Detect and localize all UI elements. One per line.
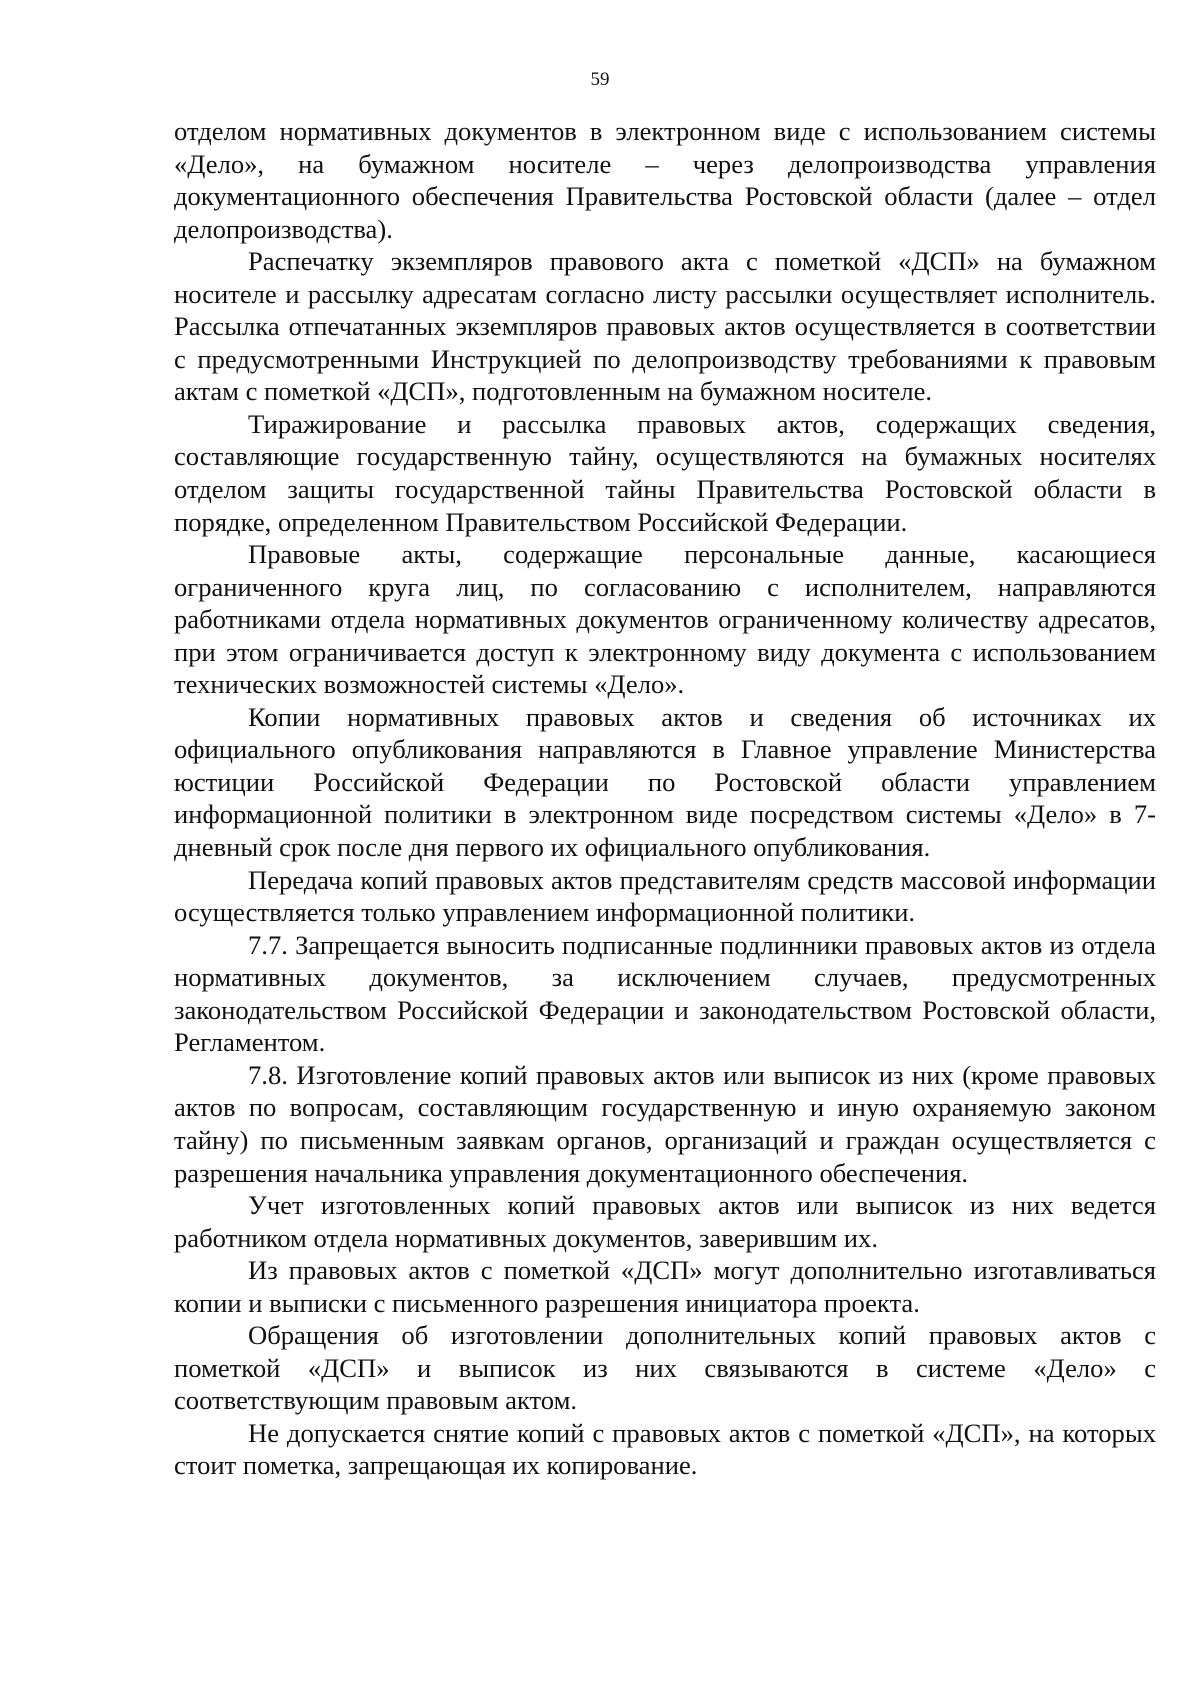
page-number: 59 (590, 69, 610, 90)
paragraph-state-secret: Тиражирование и рассылка правовых актов, содержащих сведения, составляющие государственную тайну, осуществляются на бумажных носителях отделом защиты государственной тайны Правительства Ростовской области в порядке, определенном Правительством Российской Федерации. (174, 408, 1156, 537)
paragraph-copy-prohibited: Не допускается снятие копий с правовых актов с пометкой «ДСП», на которых стоит пометка, запрещающая их копирование. (174, 1417, 1156, 1481)
paragraph-personal-data: Правовые акты, содержащие персональные данные, касающиеся ограниченного круга лиц, по согласованию с исполнителем, направляются работниками отдела нормативных документов ограниченному количеству адресатов, при этом ограничивается доступ к электронному виду документа с использованием технических возможностей системы «Дело». (174, 539, 1156, 700)
paragraph-printing-dsp: Распечатку экземпляров правового акта с пометкой «ДСП» на бумажном носителе и рассылку адресатам согласно листу рассылки осуществляет исполнитель. Рассылка отпечатанных экземпляров правовых актов осуществляется в соответствии с предусмотренными Инструкцией по делопроизводству требованиями к правовым актам с пометкой «ДСП», подготовленным на бумажном носителе. (174, 246, 1156, 407)
paragraph-7-7: 7.7. Запрещается выносить подписанные подлинники правовых актов из отдела нормативных документов, за исключением случаев, предусмотренных законодательством Российской Федерации и законодательством Ростовской области, Регламентом. (174, 929, 1156, 1058)
paragraph-ministry-copies: Копии нормативных правовых актов и сведения об источниках их официального опубликования направляются в Главное управление Министерства юстиции Российской Федерации по Ростовской области управлением информационной политики в электронном виде посредством системы «Дело» в 7-дневный срок после дня первого их официального опубликования. (174, 701, 1156, 863)
document-body (174, 115, 1156, 1482)
paragraph-dsp-extra-copies: Из правовых актов с пометкой «ДСП» могут дополнительно изготавливаться копии и выписки с письменного разрешения инициатора проекта. (174, 1255, 1156, 1318)
paragraph-continuation: отделом нормативных документов в электронном виде с использованием системы «Дело», на бумажном носителе – через делопроизводства управления документационного обеспечения Правительства Ростовской области (далее – отдел делопроизводства). (174, 116, 1156, 244)
paragraph-copy-accounting: Учет изготовленных копий правовых актов или выписок из них ведется работником отдела нормативных документов, заверившим их. (174, 1190, 1156, 1253)
paragraph-requests-linked: Обращения об изготовлении дополнительных копий правовых актов с пометкой «ДСП» и выписок из них связываются в системе «Дело» с соответствующим правовым актом. (174, 1320, 1156, 1416)
paragraph-7-8: 7.8. Изготовление копий правовых актов или выписок из них (кроме правовых актов по вопросам, составляющим государственную и иную охраняемую законом тайну) по письменным заявкам органов, организаций и граждан осуществляется с разрешения начальника управления документационного обеспечения. (174, 1059, 1156, 1188)
paragraph-media: Передача копий правовых актов представителям средств массовой информации осуществляется только управлением информационной политики. (174, 864, 1156, 928)
